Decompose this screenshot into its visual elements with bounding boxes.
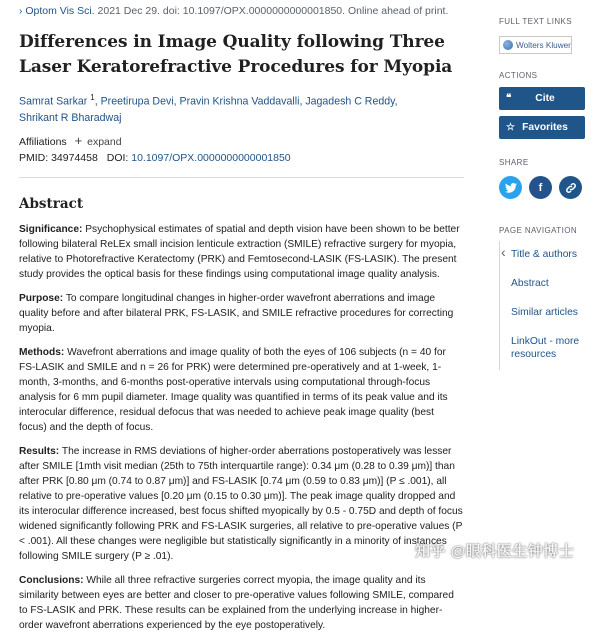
page-navigation-heading: PAGE NAVIGATION (499, 226, 578, 235)
doi-label: DOI: (106, 151, 129, 164)
facebook-icon[interactable]: f (529, 176, 552, 199)
page-navigation (499, 241, 600, 370)
plus-icon: + (74, 132, 83, 148)
divider (19, 177, 464, 178)
section-label: Results: (19, 445, 60, 457)
star-icon: ☆ (506, 122, 515, 133)
pmid-value: 34974458 (51, 151, 98, 164)
chevron-right-icon[interactable]: › (19, 6, 23, 17)
pmid-label: PMID: (19, 151, 49, 164)
nav-item-title-authors[interactable]: ‹ Title & authors (501, 241, 600, 270)
section-label: Conclusions: (19, 574, 84, 586)
author-link[interactable]: Samrat Sarkar (19, 95, 88, 108)
actions-heading: ACTIONS (499, 71, 538, 80)
doi-link[interactable]: 10.1097/OPX.0000000000001850 (131, 151, 291, 164)
section-text: While all three refractive surgeries correct myopia, the image quality and its similarity between eyes are better and closer to pre-operative values following SMILE, compared to FS-LASIK and PRK. These results can be explained from the underlying increase in higher-order wavefront aberrations experienced by the eye postoperatively. (19, 574, 454, 631)
nav-item-linkout[interactable]: LinkOut - more resources (511, 336, 580, 360)
section-label: Significance: (19, 223, 83, 235)
cite-label: Cite (535, 93, 555, 104)
link-icon[interactable] (559, 176, 582, 199)
abstract-significance (19, 222, 464, 282)
wolters-kluwer-link[interactable] (499, 36, 572, 54)
section-label: Purpose: (19, 292, 64, 304)
expand-label: expand (87, 135, 122, 148)
section-text: To compare longitudinal changes in higher-order wavefront aberrations and image quality before and after bilateral PRK, FS-LASIK, and SMILE refractive procedures for correcting myopia. (19, 292, 454, 334)
affiliation-sup[interactable]: 1 (90, 93, 95, 102)
citation-line (19, 4, 464, 19)
abstract-purpose (19, 291, 464, 336)
quote-icon: ❝ (506, 93, 512, 104)
journal-link[interactable]: Optom Vis Sci. (25, 5, 95, 17)
affiliations-row (19, 133, 464, 150)
article-main (19, 0, 464, 633)
author-link[interactable]: Jagadesh C Reddy (305, 95, 395, 108)
abstract-heading: Abstract (19, 195, 84, 212)
sidebar (499, 0, 600, 370)
nav-item-abstract[interactable]: Abstract (511, 278, 549, 289)
cite-button[interactable] (499, 87, 585, 110)
section-text: The increase in RMS deviations of higher-order aberrations postoperatively was lesser after SMILE [1mth visit median (25th to 75th interquartile range): 0.34 μm (0.28 to 0.39 μm)] than after PRK [0.80 μm (0.74 to 0.87 μm)] and FS-LASIK [0.74 μm (0.59 to 0.83 μm)] (P ≤ .001), all relative to pre-operative values [0.20 μm (0.15 to 0.30 μm)]. The peak image quality dropped and its interocular difference increased, best focus shifted myopically by 0.5 - 0.75D and depth of focus widened significantly following PRK and FS-LASIK surgeries, all relative to pre-operative values (P < .001). All these changes were negligible but statistically significantly in a minority of instances following SMILE surgery (P ≥ .01). (19, 445, 463, 562)
citation-details: 2021 Dec 29. doi: 10.1097/OPX.0000000000001850. Online ahead of print. (97, 5, 449, 17)
section-text: Psychophysical estimates of spatial and depth vision have been shown to be better following bilateral ReLEx small incision lenticule extraction (SMILE) refractive surgery for myopia, relative to Photorefractive Keratectomy (PRK) and Femtosecond-LASIK (FS-LASIK). The present study provides the optical basis for these findings using computational image quality analysis. (19, 223, 460, 280)
author-link[interactable]: Shrikant R Bharadwaj (19, 111, 122, 124)
share-buttons (499, 176, 600, 199)
wolters-kluwer-label: Wolters Kluwer (516, 40, 571, 50)
watermark: 知乎 @眼科医生钟博士 (415, 543, 575, 560)
abstract-conclusions (19, 573, 464, 633)
share-heading: SHARE (499, 158, 529, 167)
abstract-methods (19, 345, 464, 435)
twitter-icon[interactable] (499, 176, 522, 199)
section-label: Methods: (19, 346, 65, 358)
author-link[interactable]: Pravin Krishna Vaddavalli (179, 95, 300, 108)
favorites-label: Favorites (522, 122, 568, 133)
full-text-links-heading: FULL TEXT LINKS (499, 17, 572, 26)
affiliations-expand-button[interactable] (74, 132, 122, 148)
abstract-results (19, 444, 464, 564)
section-text: Wavefront aberrations and image quality of both the eyes of 106 subjects (n = 40 for FS-LASIK and SMILE and n = 26 for PRK) were determined pre-operatively and at 1-week, 1-month, 3-months, and 6-months post-operative intervals using computational through-focus analysis for 6 mm pupil diameter. Image quality was quantified in terms of its peak value and its interocular difference, residual defocus that was needed to achieve peak image quality (best focus) and the depth of focus. (19, 346, 448, 433)
wolters-kluwer-logo-icon (503, 40, 513, 50)
affiliations-label: Affiliations (19, 135, 67, 148)
author-list: Samrat Sarkar $^1$, Preetirupa Devi, Pravin Krishna Vaddavalli, Jagadesh C Reddy, Shrikant R Bharadwaj (19, 93, 398, 124)
identifiers-row (19, 151, 464, 166)
favorites-button[interactable] (499, 116, 585, 139)
nav-item-similar-articles[interactable]: Similar articles (511, 307, 578, 318)
page-title: Differences in Image Quality following Three Laser Keratorefractive Procedures for Myopia (19, 32, 453, 77)
author-link[interactable]: Preetirupa Devi (100, 95, 174, 108)
